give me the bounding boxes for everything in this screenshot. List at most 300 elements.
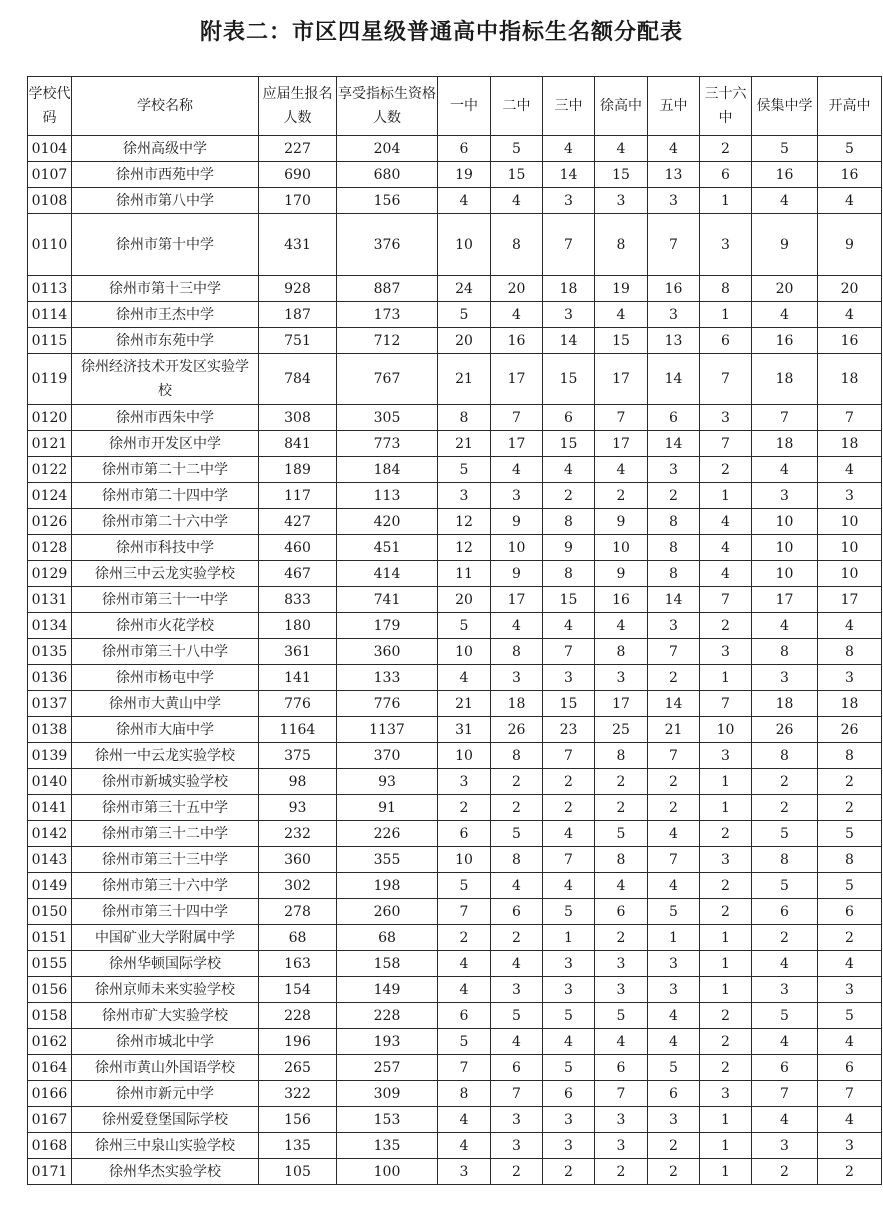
quota-no36-cell: 1 bbox=[700, 795, 752, 821]
school-code-cell: 0108 bbox=[28, 188, 72, 214]
quota-xugao-cell: 2 bbox=[595, 795, 648, 821]
quota-houji-cell: 4 bbox=[752, 1107, 818, 1133]
quota-houji-cell: 2 bbox=[752, 795, 818, 821]
applicant-count-cell: 189 bbox=[259, 457, 337, 483]
table-row bbox=[28, 302, 882, 328]
eligible-count-cell: 260 bbox=[337, 899, 438, 925]
applicant-count-cell: 187 bbox=[259, 302, 337, 328]
school-code-cell: 0128 bbox=[28, 535, 72, 561]
quota-no3-cell: 1 bbox=[543, 925, 595, 951]
quota-no2-cell: 7 bbox=[491, 405, 543, 431]
school-code-cell: 0143 bbox=[28, 847, 72, 873]
school-code-cell: 0168 bbox=[28, 1133, 72, 1159]
quota-no36-cell: 2 bbox=[700, 457, 752, 483]
quota-no2-cell: 4 bbox=[491, 873, 543, 899]
quota-houji-cell: 6 bbox=[752, 899, 818, 925]
quota-xugao-cell: 4 bbox=[595, 1029, 648, 1055]
eligible-count-cell: 1137 bbox=[337, 717, 438, 743]
quota-no36-cell: 2 bbox=[700, 613, 752, 639]
applicant-count-cell: 928 bbox=[259, 276, 337, 302]
eligible-count-cell: 376 bbox=[337, 214, 438, 276]
quota-no3-cell: 5 bbox=[543, 1003, 595, 1029]
quota-no36-cell: 1 bbox=[700, 769, 752, 795]
quota-no2-cell: 4 bbox=[491, 188, 543, 214]
quota-no2-cell: 4 bbox=[491, 457, 543, 483]
table-row bbox=[28, 509, 882, 535]
quota-no36-cell: 1 bbox=[700, 483, 752, 509]
quota-xugao-cell: 4 bbox=[595, 302, 648, 328]
eligible-count-cell: 420 bbox=[337, 509, 438, 535]
quota-no36-cell: 2 bbox=[700, 1055, 752, 1081]
quota-kaigao-cell: 4 bbox=[818, 951, 882, 977]
table-row bbox=[28, 214, 882, 276]
eligible-count-cell: 887 bbox=[337, 276, 438, 302]
quota-houji-cell: 16 bbox=[752, 328, 818, 354]
quota-no1-cell: 4 bbox=[438, 977, 491, 1003]
quota-no3-cell: 2 bbox=[543, 795, 595, 821]
quota-no3-cell: 7 bbox=[543, 639, 595, 665]
page-title: 附表二：市区四星级普通高中指标生名额分配表 bbox=[199, 20, 683, 45]
quota-no36-cell: 10 bbox=[700, 717, 752, 743]
quota-kaigao-cell: 8 bbox=[818, 847, 882, 873]
school-name-cell: 徐州三中泉山实验学校 bbox=[72, 1133, 259, 1159]
school-name-cell: 徐州经济技术开发区实验学校 bbox=[72, 354, 259, 405]
quota-no1-cell: 11 bbox=[438, 561, 491, 587]
header-no2: 二中 bbox=[491, 77, 543, 136]
quota-no5-cell: 14 bbox=[648, 691, 700, 717]
quota-no5-cell: 5 bbox=[648, 1055, 700, 1081]
quota-no36-cell: 3 bbox=[700, 639, 752, 665]
eligible-count-cell: 149 bbox=[337, 977, 438, 1003]
school-name-cell: 徐州市杨屯中学 bbox=[72, 665, 259, 691]
quota-no5-cell: 14 bbox=[648, 431, 700, 457]
quota-no1-cell: 5 bbox=[438, 302, 491, 328]
quota-no36-cell: 1 bbox=[700, 1159, 752, 1185]
quota-no1-cell: 4 bbox=[438, 1107, 491, 1133]
quota-kaigao-cell: 5 bbox=[818, 821, 882, 847]
quota-houji-cell: 10 bbox=[752, 535, 818, 561]
school-code-cell: 0110 bbox=[28, 214, 72, 276]
quota-no2-cell: 2 bbox=[491, 795, 543, 821]
school-name-cell: 徐州市第三十一中学 bbox=[72, 587, 259, 613]
school-code-cell: 0138 bbox=[28, 717, 72, 743]
table-row bbox=[28, 136, 882, 162]
table-row bbox=[28, 1055, 882, 1081]
eligible-count-cell: 305 bbox=[337, 405, 438, 431]
quota-no3-cell: 4 bbox=[543, 873, 595, 899]
school-name-cell: 徐州市开发区中学 bbox=[72, 431, 259, 457]
school-name-cell: 徐州市新元中学 bbox=[72, 1081, 259, 1107]
table-body bbox=[28, 136, 882, 1185]
table-row bbox=[28, 717, 882, 743]
quota-xugao-cell: 7 bbox=[595, 1081, 648, 1107]
quota-no1-cell: 3 bbox=[438, 769, 491, 795]
school-name-cell: 徐州高级中学 bbox=[72, 136, 259, 162]
school-code-cell: 0149 bbox=[28, 873, 72, 899]
header-no3: 三中 bbox=[543, 77, 595, 136]
quota-xugao-cell: 4 bbox=[595, 873, 648, 899]
quota-xugao-cell: 6 bbox=[595, 899, 648, 925]
school-name-cell: 徐州市第三十五中学 bbox=[72, 795, 259, 821]
table-row bbox=[28, 431, 882, 457]
quota-no36-cell: 2 bbox=[700, 136, 752, 162]
quota-no1-cell: 20 bbox=[438, 328, 491, 354]
quota-no1-cell: 21 bbox=[438, 691, 491, 717]
table-row bbox=[28, 665, 882, 691]
quota-no5-cell: 8 bbox=[648, 561, 700, 587]
quota-no1-cell: 10 bbox=[438, 214, 491, 276]
school-code-cell: 0162 bbox=[28, 1029, 72, 1055]
quota-houji-cell: 5 bbox=[752, 821, 818, 847]
quota-kaigao-cell: 4 bbox=[818, 457, 882, 483]
quota-kaigao-cell: 2 bbox=[818, 769, 882, 795]
quota-kaigao-cell: 8 bbox=[818, 743, 882, 769]
table-row bbox=[28, 483, 882, 509]
quota-no2-cell: 3 bbox=[491, 1107, 543, 1133]
school-name-cell: 徐州市火花学校 bbox=[72, 613, 259, 639]
table-row bbox=[28, 1029, 882, 1055]
table-row bbox=[28, 1003, 882, 1029]
school-code-cell: 0107 bbox=[28, 162, 72, 188]
quota-kaigao-cell: 20 bbox=[818, 276, 882, 302]
quota-no5-cell: 13 bbox=[648, 162, 700, 188]
school-code-cell: 0120 bbox=[28, 405, 72, 431]
school-code-cell: 0129 bbox=[28, 561, 72, 587]
quota-no2-cell: 4 bbox=[491, 951, 543, 977]
quota-no1-cell: 5 bbox=[438, 1029, 491, 1055]
quota-no5-cell: 2 bbox=[648, 795, 700, 821]
quota-houji-cell: 6 bbox=[752, 1055, 818, 1081]
quota-kaigao-cell: 16 bbox=[818, 328, 882, 354]
quota-houji-cell: 16 bbox=[752, 162, 818, 188]
quota-no5-cell: 3 bbox=[648, 1107, 700, 1133]
school-code-cell: 0151 bbox=[28, 925, 72, 951]
table-row bbox=[28, 405, 882, 431]
school-name-cell: 徐州市王杰中学 bbox=[72, 302, 259, 328]
quota-no36-cell: 1 bbox=[700, 302, 752, 328]
eligible-count-cell: 370 bbox=[337, 743, 438, 769]
quota-no5-cell: 2 bbox=[648, 769, 700, 795]
header-kaigao: 开高中 bbox=[818, 77, 882, 136]
quota-xugao-cell: 6 bbox=[595, 1055, 648, 1081]
quota-kaigao-cell: 3 bbox=[818, 483, 882, 509]
quota-houji-cell: 8 bbox=[752, 639, 818, 665]
quota-kaigao-cell: 4 bbox=[818, 188, 882, 214]
quota-xugao-cell: 10 bbox=[595, 535, 648, 561]
header-no36: 三十六中 bbox=[700, 77, 752, 136]
eligible-count-cell: 360 bbox=[337, 639, 438, 665]
eligible-count-cell: 93 bbox=[337, 769, 438, 795]
quota-kaigao-cell: 18 bbox=[818, 354, 882, 405]
quota-no3-cell: 15 bbox=[543, 691, 595, 717]
quota-no36-cell: 1 bbox=[700, 977, 752, 1003]
school-code-cell: 0122 bbox=[28, 457, 72, 483]
eligible-count-cell: 135 bbox=[337, 1133, 438, 1159]
quota-no5-cell: 8 bbox=[648, 535, 700, 561]
applicant-count-cell: 833 bbox=[259, 587, 337, 613]
quota-no3-cell: 6 bbox=[543, 1081, 595, 1107]
quota-no2-cell: 5 bbox=[491, 821, 543, 847]
quota-no3-cell: 9 bbox=[543, 535, 595, 561]
eligible-count-cell: 257 bbox=[337, 1055, 438, 1081]
quota-no2-cell: 2 bbox=[491, 1159, 543, 1185]
school-code-cell: 0141 bbox=[28, 795, 72, 821]
quota-no1-cell: 24 bbox=[438, 276, 491, 302]
quota-kaigao-cell: 9 bbox=[818, 214, 882, 276]
applicant-count-cell: 460 bbox=[259, 535, 337, 561]
quota-xugao-cell: 3 bbox=[595, 951, 648, 977]
quota-no1-cell: 31 bbox=[438, 717, 491, 743]
quota-no2-cell: 17 bbox=[491, 587, 543, 613]
quota-no3-cell: 2 bbox=[543, 1159, 595, 1185]
eligible-count-cell: 451 bbox=[337, 535, 438, 561]
table-row bbox=[28, 457, 882, 483]
applicant-count-cell: 361 bbox=[259, 639, 337, 665]
quota-no1-cell: 4 bbox=[438, 1133, 491, 1159]
quota-no3-cell: 3 bbox=[543, 951, 595, 977]
quota-no1-cell: 2 bbox=[438, 925, 491, 951]
quota-no1-cell: 8 bbox=[438, 1081, 491, 1107]
school-name-cell: 徐州华杰实验学校 bbox=[72, 1159, 259, 1185]
quota-no2-cell: 5 bbox=[491, 1003, 543, 1029]
quota-no1-cell: 6 bbox=[438, 1003, 491, 1029]
quota-no3-cell: 6 bbox=[543, 405, 595, 431]
quota-kaigao-cell: 8 bbox=[818, 639, 882, 665]
quota-no3-cell: 3 bbox=[543, 977, 595, 1003]
school-name-cell: 徐州市东苑中学 bbox=[72, 328, 259, 354]
quota-houji-cell: 8 bbox=[752, 847, 818, 873]
quota-houji-cell: 4 bbox=[752, 457, 818, 483]
quota-no1-cell: 4 bbox=[438, 951, 491, 977]
quota-kaigao-cell: 2 bbox=[818, 925, 882, 951]
quota-no5-cell: 1 bbox=[648, 925, 700, 951]
quota-houji-cell: 2 bbox=[752, 1159, 818, 1185]
quota-no36-cell: 6 bbox=[700, 162, 752, 188]
quota-no3-cell: 5 bbox=[543, 1055, 595, 1081]
eligible-count-cell: 153 bbox=[337, 1107, 438, 1133]
quota-no5-cell: 3 bbox=[648, 302, 700, 328]
header-houji: 侯集中学 bbox=[752, 77, 818, 136]
quota-no1-cell: 10 bbox=[438, 847, 491, 873]
school-name-cell: 徐州京师未来实验学校 bbox=[72, 977, 259, 1003]
quota-no5-cell: 4 bbox=[648, 1029, 700, 1055]
quota-no3-cell: 4 bbox=[543, 136, 595, 162]
school-code-cell: 0115 bbox=[28, 328, 72, 354]
quota-no36-cell: 1 bbox=[700, 1133, 752, 1159]
quota-xugao-cell: 15 bbox=[595, 328, 648, 354]
applicant-count-cell: 776 bbox=[259, 691, 337, 717]
school-code-cell: 0140 bbox=[28, 769, 72, 795]
quota-no2-cell: 3 bbox=[491, 977, 543, 1003]
school-name-cell: 徐州市科技中学 bbox=[72, 535, 259, 561]
quota-no36-cell: 4 bbox=[700, 509, 752, 535]
quota-no3-cell: 23 bbox=[543, 717, 595, 743]
applicant-count-cell: 690 bbox=[259, 162, 337, 188]
quota-no36-cell: 3 bbox=[700, 405, 752, 431]
quota-no3-cell: 15 bbox=[543, 354, 595, 405]
table-row bbox=[28, 188, 882, 214]
quota-houji-cell: 18 bbox=[752, 354, 818, 405]
quota-no5-cell: 6 bbox=[648, 1081, 700, 1107]
eligible-count-cell: 355 bbox=[337, 847, 438, 873]
quota-no2-cell: 6 bbox=[491, 1055, 543, 1081]
school-name-cell: 徐州市西苑中学 bbox=[72, 162, 259, 188]
school-code-cell: 0166 bbox=[28, 1081, 72, 1107]
table-row bbox=[28, 847, 882, 873]
eligible-count-cell: 776 bbox=[337, 691, 438, 717]
quota-no1-cell: 19 bbox=[438, 162, 491, 188]
eligible-count-cell: 193 bbox=[337, 1029, 438, 1055]
quota-houji-cell: 7 bbox=[752, 1081, 818, 1107]
quota-kaigao-cell: 10 bbox=[818, 509, 882, 535]
school-code-cell: 0114 bbox=[28, 302, 72, 328]
quota-no3-cell: 5 bbox=[543, 899, 595, 925]
quota-no5-cell: 3 bbox=[648, 613, 700, 639]
quota-no3-cell: 2 bbox=[543, 483, 595, 509]
school-name-cell: 徐州市城北中学 bbox=[72, 1029, 259, 1055]
applicant-count-cell: 98 bbox=[259, 769, 337, 795]
quota-no3-cell: 4 bbox=[543, 613, 595, 639]
quota-no1-cell: 7 bbox=[438, 1055, 491, 1081]
quota-houji-cell: 3 bbox=[752, 1133, 818, 1159]
quota-no3-cell: 2 bbox=[543, 769, 595, 795]
applicant-count-cell: 431 bbox=[259, 214, 337, 276]
school-name-cell: 徐州市第三十二中学 bbox=[72, 821, 259, 847]
eligible-count-cell: 113 bbox=[337, 483, 438, 509]
quota-houji-cell: 20 bbox=[752, 276, 818, 302]
table-row bbox=[28, 613, 882, 639]
table-row bbox=[28, 276, 882, 302]
applicant-count-cell: 68 bbox=[259, 925, 337, 951]
quota-kaigao-cell: 10 bbox=[818, 535, 882, 561]
school-name-cell: 徐州市大庙中学 bbox=[72, 717, 259, 743]
quota-no3-cell: 8 bbox=[543, 509, 595, 535]
quota-xugao-cell: 17 bbox=[595, 691, 648, 717]
quota-no3-cell: 3 bbox=[543, 665, 595, 691]
quota-no5-cell: 7 bbox=[648, 743, 700, 769]
school-name-cell: 徐州一中云龙实验学校 bbox=[72, 743, 259, 769]
school-name-cell: 徐州市第十三中学 bbox=[72, 276, 259, 302]
quota-no3-cell: 3 bbox=[543, 302, 595, 328]
school-name-cell: 徐州华顿国际学校 bbox=[72, 951, 259, 977]
applicant-count-cell: 751 bbox=[259, 328, 337, 354]
quota-no3-cell: 15 bbox=[543, 587, 595, 613]
school-code-cell: 0104 bbox=[28, 136, 72, 162]
table-row bbox=[28, 899, 882, 925]
quota-kaigao-cell: 2 bbox=[818, 1159, 882, 1185]
eligible-count-cell: 309 bbox=[337, 1081, 438, 1107]
school-code-cell: 0150 bbox=[28, 899, 72, 925]
quota-no2-cell: 4 bbox=[491, 302, 543, 328]
quota-xugao-cell: 8 bbox=[595, 639, 648, 665]
quota-xugao-cell: 17 bbox=[595, 431, 648, 457]
quota-houji-cell: 5 bbox=[752, 873, 818, 899]
quota-no3-cell: 8 bbox=[543, 561, 595, 587]
quota-houji-cell: 2 bbox=[752, 925, 818, 951]
quota-no5-cell: 4 bbox=[648, 821, 700, 847]
table-row bbox=[28, 951, 882, 977]
quota-no5-cell: 2 bbox=[648, 1133, 700, 1159]
quota-no36-cell: 8 bbox=[700, 276, 752, 302]
applicant-count-cell: 180 bbox=[259, 613, 337, 639]
quota-xugao-cell: 2 bbox=[595, 769, 648, 795]
quota-no5-cell: 5 bbox=[648, 899, 700, 925]
quota-no5-cell: 4 bbox=[648, 136, 700, 162]
applicant-count-cell: 265 bbox=[259, 1055, 337, 1081]
quota-no36-cell: 2 bbox=[700, 1029, 752, 1055]
quota-xugao-cell: 5 bbox=[595, 1003, 648, 1029]
header-school-name: 学校名称 bbox=[72, 77, 259, 136]
quota-no1-cell: 21 bbox=[438, 431, 491, 457]
quota-kaigao-cell: 17 bbox=[818, 587, 882, 613]
quota-no1-cell: 12 bbox=[438, 509, 491, 535]
table-row bbox=[28, 639, 882, 665]
quota-kaigao-cell: 4 bbox=[818, 302, 882, 328]
quota-houji-cell: 4 bbox=[752, 302, 818, 328]
table-row bbox=[28, 925, 882, 951]
applicant-count-cell: 784 bbox=[259, 354, 337, 405]
quota-no36-cell: 1 bbox=[700, 925, 752, 951]
school-name-cell: 徐州市矿大实验学校 bbox=[72, 1003, 259, 1029]
quota-houji-cell: 2 bbox=[752, 769, 818, 795]
quota-xugao-cell: 2 bbox=[595, 483, 648, 509]
applicant-count-cell: 154 bbox=[259, 977, 337, 1003]
quota-no1-cell: 3 bbox=[438, 483, 491, 509]
quota-xugao-cell: 7 bbox=[595, 405, 648, 431]
eligible-count-cell: 204 bbox=[337, 136, 438, 162]
quota-xugao-cell: 3 bbox=[595, 1133, 648, 1159]
quota-no36-cell: 7 bbox=[700, 354, 752, 405]
quota-no2-cell: 16 bbox=[491, 328, 543, 354]
quota-no1-cell: 5 bbox=[438, 613, 491, 639]
applicant-count-cell: 196 bbox=[259, 1029, 337, 1055]
header-no1: 一中 bbox=[438, 77, 491, 136]
table-row bbox=[28, 328, 882, 354]
quota-xugao-cell: 15 bbox=[595, 162, 648, 188]
quota-kaigao-cell: 5 bbox=[818, 1003, 882, 1029]
school-code-cell: 0131 bbox=[28, 587, 72, 613]
school-name-cell: 徐州三中云龙实验学校 bbox=[72, 561, 259, 587]
eligible-count-cell: 184 bbox=[337, 457, 438, 483]
eligible-count-cell: 226 bbox=[337, 821, 438, 847]
school-code-cell: 0137 bbox=[28, 691, 72, 717]
quota-no2-cell: 3 bbox=[491, 665, 543, 691]
quota-no2-cell: 2 bbox=[491, 769, 543, 795]
eligible-count-cell: 173 bbox=[337, 302, 438, 328]
quota-no36-cell: 2 bbox=[700, 821, 752, 847]
quota-no36-cell: 7 bbox=[700, 691, 752, 717]
quota-table bbox=[27, 76, 882, 1185]
quota-xugao-cell: 4 bbox=[595, 613, 648, 639]
quota-xugao-cell: 19 bbox=[595, 276, 648, 302]
applicant-count-cell: 141 bbox=[259, 665, 337, 691]
school-code-cell: 0142 bbox=[28, 821, 72, 847]
table-row bbox=[28, 1107, 882, 1133]
quota-no36-cell: 1 bbox=[700, 188, 752, 214]
quota-no1-cell: 20 bbox=[438, 587, 491, 613]
quota-no3-cell: 4 bbox=[543, 1029, 595, 1055]
quota-no3-cell: 14 bbox=[543, 328, 595, 354]
quota-no3-cell: 3 bbox=[543, 1133, 595, 1159]
quota-no5-cell: 7 bbox=[648, 847, 700, 873]
quota-no5-cell: 21 bbox=[648, 717, 700, 743]
table-row bbox=[28, 561, 882, 587]
quota-no36-cell: 6 bbox=[700, 328, 752, 354]
applicant-count-cell: 841 bbox=[259, 431, 337, 457]
quota-no1-cell: 10 bbox=[438, 639, 491, 665]
quota-no2-cell: 8 bbox=[491, 743, 543, 769]
quota-no2-cell: 9 bbox=[491, 561, 543, 587]
